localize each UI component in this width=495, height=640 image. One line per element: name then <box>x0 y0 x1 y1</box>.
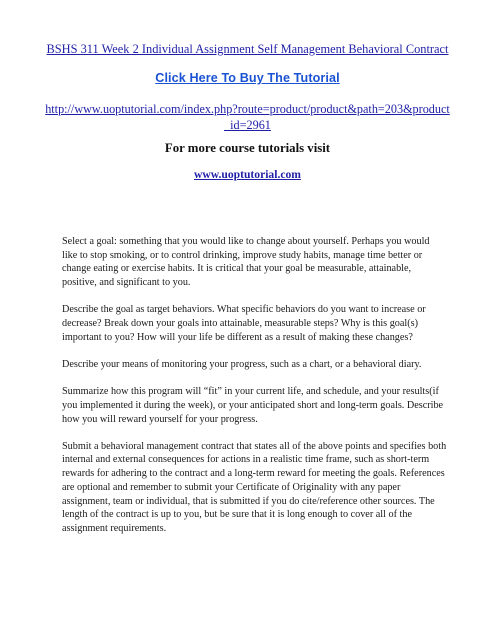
product-url-line-1[interactable]: http://www.uoptutorial.com/index.php?route=product/product&path=203&product <box>45 102 450 116</box>
site-link[interactable]: www.uoptutorial.com <box>194 168 301 181</box>
paragraph-describe-goal: Describe the goal as target behaviors. What specific behaviors do you want to increase or decrease? Break down your goals into attainable, measurable steps? Why is this goal(s) important to you? How will your life be different as a result of making these changes? <box>62 304 426 343</box>
paragraph-select-goal: Select a goal: something that you would like to change about yourself. Perhaps you would like to stop smoking, or to control drinking, improve study habits, manage time better or change eating or exercise habits. It is critical that your goal be measurable, attainable, positive, and significant to you. <box>62 236 430 289</box>
document-title-link[interactable]: BSHS 311 Week 2 Individual Assignment Self Management Behavioral Contract <box>46 42 449 56</box>
product-url-link[interactable] <box>40 101 455 133</box>
paragraph-monitoring: Describe your means of monitoring your progress, such as a chart, or a behavioral diary. <box>62 358 422 370</box>
product-url-line-2[interactable]: _id=2961 <box>224 118 271 132</box>
buy-tutorial-link[interactable]: Click Here To Buy The Tutorial <box>155 71 340 85</box>
paragraph-submit-contract: Submit a behavioral management contract that states all of the above points and specifies both internal and external consequences for actions in a realistic time frame, such as short-term rewards for adhering to the contract and a long-term reward for meeting the goals. References are optional and remember to submit your Certificate of Originality with any paper assignment, team or individual, that is submitted if you do cite/reference other sources. The length of the contract is up to you, but be sure that it is long enough to cover all of the assignment requirements. <box>62 440 447 534</box>
more-tutorials-heading: For more course tutorials visit <box>164 141 331 155</box>
assignment-body <box>62 235 447 549</box>
paragraph-summarize: Summarize how this program will “fit” in your current life, and schedule, and your results(if you implemented it during the week), or your anticipated short and long-term goals. Describe how you will reward yourself for your progress. <box>62 386 444 425</box>
